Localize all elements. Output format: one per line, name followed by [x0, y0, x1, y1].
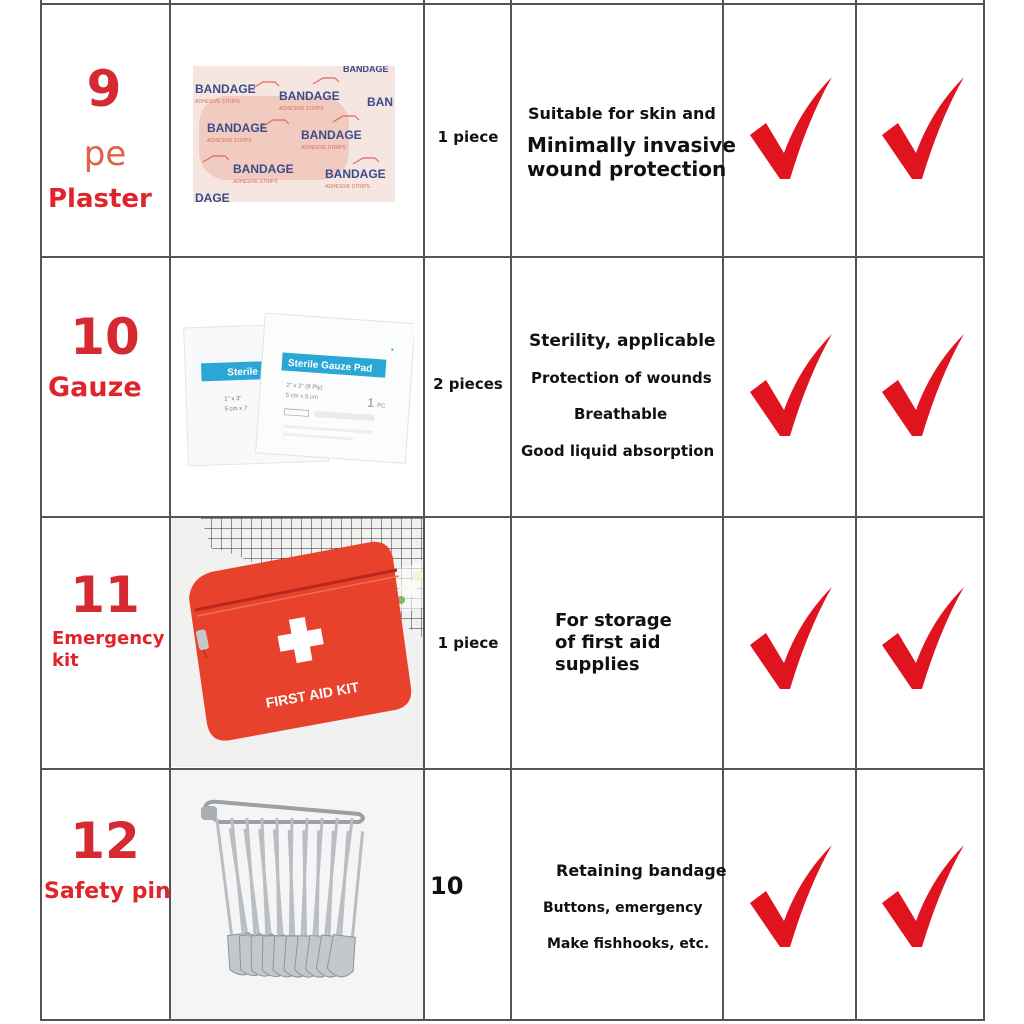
feature-line: Sterility, applicable [529, 331, 716, 351]
grid-line [41, 3, 984, 5]
safety-pin-image [171, 770, 423, 1019]
svg-text:PC: PC [376, 403, 386, 410]
item-number: 10 [70, 308, 140, 366]
plaster-image [193, 66, 395, 202]
svg-text:ADHESIVE STRIPS: ADHESIVE STRIPS [207, 138, 252, 144]
first-aid-kit-image [171, 518, 423, 767]
feature-line: Protection of wounds [531, 369, 712, 387]
item-quantity: 2 pieces [433, 375, 503, 393]
checkmark-icon [880, 332, 970, 442]
feature-line: of first aid [555, 632, 661, 653]
feature-line: Buttons, emergency [543, 900, 703, 916]
feature-line: Minimally invasive [527, 133, 736, 157]
feature-line: Make fishhooks, etc. [547, 936, 710, 952]
feature-line: Suitable for skin and [528, 104, 716, 123]
feature-line: Retaining bandage [556, 861, 727, 880]
item-quantity: 1 piece [437, 634, 499, 652]
item-name-line: Emergency [52, 628, 165, 649]
gauze-image [182, 312, 414, 470]
svg-text:▪: ▪ [390, 345, 395, 355]
feature-line: Good liquid absorption [521, 442, 715, 460]
svg-text:5 cm x 5 cm: 5 cm x 5 cm [285, 392, 319, 402]
svg-text:1: 1 [366, 395, 375, 410]
feature-line: For storage [555, 610, 672, 631]
feature-line: Breathable [574, 405, 668, 423]
feature-line: supplies [555, 654, 640, 675]
grid-line [423, 0, 425, 1021]
grid-line [510, 0, 512, 1021]
item-number: 11 [70, 566, 140, 624]
item-quantity: 10 [430, 872, 464, 900]
checkmark-icon [880, 75, 970, 185]
svg-text:BANDAGE: BANDAGE [279, 89, 340, 103]
svg-text:Sterile Gauze Pad: Sterile Gauze Pad [287, 357, 373, 375]
svg-text:ADHESIVE STRIPS: ADHESIVE STRIPS [325, 184, 370, 190]
svg-text:ADHESIVE STRIPS: ADHESIVE STRIPS [233, 179, 278, 185]
svg-text:ADHESIVE STRIPS: ADHESIVE STRIPS [279, 106, 324, 112]
svg-text:5 cm x 7: 5 cm x 7 [224, 405, 248, 413]
svg-text:ADHESIVE STRIPS: ADHESIVE STRIPS [301, 145, 346, 151]
item-name-line: Safety pin [44, 879, 171, 904]
svg-text:BANDAGE: BANDAGE [207, 121, 268, 135]
svg-text:2" x 2" (8 Ply): 2" x 2" (8 Ply) [286, 382, 323, 392]
svg-text:BANDAGE: BANDAGE [233, 162, 294, 176]
item-name-line: Plaster [48, 184, 152, 214]
item-name-line: Gauze [48, 372, 142, 403]
item-quantity: 1 piece [437, 128, 499, 146]
checkmark-icon [880, 843, 970, 953]
svg-text:BANDAGE: BANDAGE [343, 66, 389, 74]
item-name-line: pe [83, 134, 127, 174]
checkmark-icon [748, 843, 838, 953]
svg-text:Sterile: Sterile [227, 366, 259, 379]
grid-line [855, 0, 857, 1021]
item-name-line: kit [52, 650, 79, 671]
item-number: 9 [86, 60, 122, 118]
svg-text:FIRST AID KIT: FIRST AID KIT [264, 678, 361, 711]
svg-text:1" x 3": 1" x 3" [224, 396, 242, 403]
checkmark-icon [880, 585, 970, 695]
svg-text:DAGE: DAGE [195, 191, 230, 202]
svg-text:BAN: BAN [367, 95, 393, 109]
grid-line [41, 256, 984, 258]
checkmark-icon [748, 332, 838, 442]
grid-line [983, 0, 985, 1021]
grid-line [41, 1019, 984, 1021]
feature-line: wound protection [527, 157, 727, 181]
checkmark-icon [748, 585, 838, 695]
svg-text:BANDAGE: BANDAGE [325, 167, 386, 181]
svg-text:BANDAGE: BANDAGE [195, 82, 256, 96]
svg-text:ADHESIVE STRIPS: ADHESIVE STRIPS [195, 99, 240, 105]
checkmark-icon [748, 75, 838, 185]
svg-text:BANDAGE: BANDAGE [301, 128, 362, 142]
item-number: 12 [70, 812, 140, 870]
